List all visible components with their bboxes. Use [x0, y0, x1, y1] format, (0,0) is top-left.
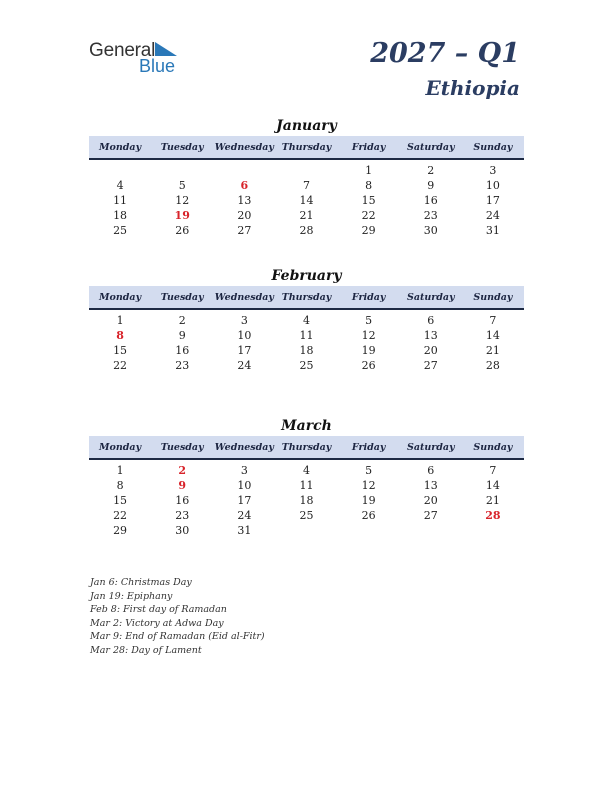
weekday-header: [89, 136, 524, 160]
week-row: [89, 463, 524, 478]
day-cell: 27: [237, 224, 252, 237]
weekday-label: Sunday: [473, 441, 513, 453]
week-row: [89, 523, 524, 538]
day-cell: 16: [423, 194, 438, 207]
weekday-label: Monday: [99, 291, 142, 303]
day-cell: 25: [299, 359, 314, 372]
day-cell: 15: [361, 194, 376, 207]
day-cell: 29: [113, 524, 128, 537]
weekday-header: [89, 286, 524, 310]
day-cell: 5: [365, 464, 373, 477]
day-cell: 17: [485, 194, 500, 207]
day-cell: 15: [113, 344, 128, 357]
holiday-notes: [90, 576, 265, 658]
weekday-label: Thursday: [281, 291, 332, 303]
week-row: [89, 178, 524, 193]
day-cell: 28: [485, 359, 500, 372]
day-cell: 29: [361, 224, 376, 237]
week-row: [89, 358, 524, 373]
weekday-label: Wednesday: [214, 141, 274, 153]
holiday-note: Mar 2: Victory at Adwa Day: [90, 617, 224, 629]
logo-text-general: General: [89, 40, 156, 61]
day-cell: 21: [299, 209, 314, 222]
day-cell: 7: [489, 464, 497, 477]
month-name: January: [276, 118, 337, 134]
holiday-note: Jan 6: Christmas Day: [90, 577, 192, 588]
day-cell: 16: [175, 494, 190, 507]
day-cell: 1: [116, 464, 124, 477]
day-cell: 26: [175, 224, 190, 237]
month-march: [89, 416, 524, 538]
day-cell: 25: [299, 509, 314, 522]
weekday-label: Tuesday: [160, 441, 204, 453]
day-cell: 3: [240, 314, 248, 327]
weekday-label: Thursday: [281, 441, 332, 453]
day-cell: 19: [361, 494, 376, 507]
month-name: February: [271, 268, 342, 284]
day-cell: 14: [299, 194, 314, 207]
weekday-label: Sunday: [473, 291, 513, 303]
week-row: [89, 163, 524, 178]
day-cell: 11: [299, 479, 314, 492]
day-cell: 2: [178, 314, 186, 327]
day-cell: 17: [237, 494, 252, 507]
week-row: [89, 313, 524, 328]
day-cell: 7: [302, 179, 310, 192]
day-cell: 1: [116, 314, 124, 327]
page-title: 2027 – Q1: [370, 38, 520, 69]
weekday-label: Friday: [351, 291, 386, 303]
day-cell: 18: [299, 344, 314, 357]
day-cell: 21: [485, 344, 500, 357]
holiday-note: Mar 9: End of Ramadan (Eid al-Fitr): [90, 631, 265, 643]
generalblue-logo: [89, 40, 189, 76]
country-name: Ethiopia: [425, 76, 520, 100]
day-cell: 10: [237, 329, 252, 342]
day-cell: 11: [299, 329, 314, 342]
day-cell: 25: [113, 224, 128, 237]
day-cell: 3: [489, 164, 497, 177]
day-cell: 14: [485, 479, 500, 492]
day-cell: 23: [175, 359, 190, 372]
month-name: March: [281, 418, 332, 434]
week-row: [89, 208, 524, 223]
week-row: [89, 343, 524, 358]
day-cell: 5: [365, 314, 373, 327]
day-cell: 20: [423, 344, 438, 357]
day-cell: 31: [485, 224, 500, 237]
weekday-label: Monday: [99, 441, 142, 453]
day-cell: 30: [175, 524, 190, 537]
week-row: [89, 508, 524, 523]
holiday-note: Jan 19: Epiphany: [90, 590, 173, 602]
day-cell: 4: [116, 179, 124, 192]
day-cell: 10: [237, 479, 252, 492]
day-cell: 22: [113, 509, 128, 522]
weekday-label: Tuesday: [160, 291, 204, 303]
day-cell: 19: [174, 209, 190, 222]
day-cell: 15: [113, 494, 128, 507]
month-january: [89, 116, 524, 238]
day-cell: 18: [113, 209, 128, 222]
day-cell: 20: [423, 494, 438, 507]
day-cell: 27: [423, 509, 438, 522]
day-cell: 13: [237, 194, 252, 207]
day-cell: 3: [240, 464, 248, 477]
weekday-label: Friday: [351, 441, 386, 453]
day-cell: 12: [361, 479, 376, 492]
weekday-label: Wednesday: [214, 441, 274, 453]
weekday-label: Saturday: [406, 291, 455, 303]
week-row: [89, 493, 524, 508]
day-cell: 27: [423, 359, 438, 372]
holiday-note: Mar 28: Day of Lament: [90, 644, 202, 656]
day-cell: 6: [427, 464, 435, 477]
day-cell: 8: [365, 179, 373, 192]
logo-text-blue: Blue: [139, 56, 176, 76]
day-cell: 22: [113, 359, 128, 372]
weekday-header: [89, 436, 524, 460]
day-cell: 24: [485, 209, 500, 222]
week-row: [89, 478, 524, 493]
week-row: [89, 223, 524, 238]
day-cell: 8: [116, 479, 124, 492]
logo-flag-icon: [155, 42, 177, 56]
weekday-label: Friday: [351, 141, 386, 153]
day-cell: 26: [361, 359, 376, 372]
day-cell: 12: [175, 194, 190, 207]
day-cell: 13: [423, 329, 438, 342]
day-cell: 12: [361, 329, 376, 342]
day-cell: 16: [175, 344, 190, 357]
weekday-label: Saturday: [406, 141, 455, 153]
day-cell: 4: [302, 464, 310, 477]
weekday-label: Monday: [99, 141, 142, 153]
weekday-label: Thursday: [281, 141, 332, 153]
day-cell: 6: [240, 179, 249, 192]
day-cell: 14: [485, 329, 500, 342]
day-cell: 7: [489, 314, 497, 327]
day-cell: 26: [361, 509, 376, 522]
day-cell: 28: [299, 224, 314, 237]
day-cell: 31: [237, 524, 252, 537]
day-cell: 18: [299, 494, 314, 507]
day-cell: 4: [302, 314, 310, 327]
day-cell: 11: [113, 194, 128, 207]
holiday-note: Feb 8: First day of Ramadan: [90, 604, 227, 616]
weekday-label: Tuesday: [160, 141, 204, 153]
day-cell: 9: [427, 179, 435, 192]
weekday-label: Saturday: [406, 441, 455, 453]
day-cell: 1: [365, 164, 373, 177]
day-cell: 10: [485, 179, 500, 192]
day-cell: 23: [423, 209, 438, 222]
day-cell: 8: [116, 329, 124, 342]
day-cell: 6: [427, 314, 435, 327]
month-february: [89, 266, 524, 373]
day-cell: 19: [361, 344, 376, 357]
week-row: [89, 328, 524, 343]
day-cell: 2: [427, 164, 435, 177]
day-cell: 22: [361, 209, 376, 222]
day-cell: 9: [178, 479, 187, 492]
week-row: [89, 193, 524, 208]
weekday-label: Sunday: [473, 141, 513, 153]
day-cell: 20: [237, 209, 252, 222]
day-cell: 9: [178, 329, 186, 342]
day-cell: 24: [237, 509, 252, 522]
day-cell: 30: [423, 224, 438, 237]
day-cell: 13: [423, 479, 438, 492]
day-cell: 17: [237, 344, 252, 357]
day-cell: 21: [485, 494, 500, 507]
weekday-label: Wednesday: [214, 291, 274, 303]
day-cell: 23: [175, 509, 190, 522]
day-cell: 5: [178, 179, 186, 192]
day-cell: 24: [237, 359, 252, 372]
day-cell: 2: [178, 464, 187, 477]
day-cell: 28: [485, 509, 501, 522]
